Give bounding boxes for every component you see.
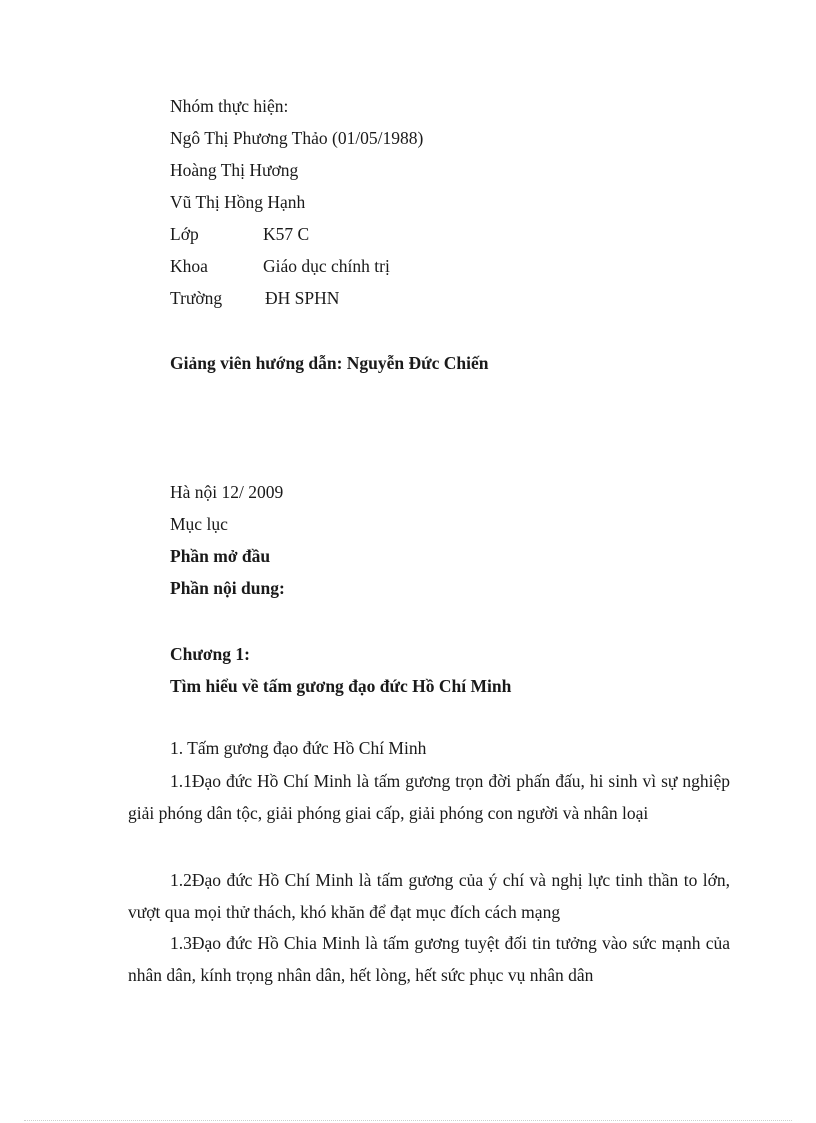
date-line: Hà nội 12/ 2009 (170, 482, 284, 502)
toc-content: Phần nội dung: (170, 578, 285, 598)
section-item-text: 1.2Đạo đức Hồ Chí Minh là tấm gương của ý chí và nghị lực tinh thần to lớn, vượt qua mọi thử thách, khó khăn để đạt mục đích cách mạng (128, 870, 730, 922)
toc-intro: Phần mở đầu (170, 546, 271, 566)
chapter-title: Tìm hiểu về tấm gương đạo đức Hồ Chí Minh (170, 676, 512, 696)
section-item (128, 927, 730, 991)
section-item-text: 1.1Đạo đức Hồ Chí Minh là tấm gương trọn đời phấn đấu, hi sinh vì sự nghiệp giải phóng dân tộc, giải phóng giai cấp, giải phóng con người và nhân loại (128, 771, 730, 823)
toc-title: Mục lục (170, 514, 228, 534)
field-value-school: ĐH SPHN (265, 288, 340, 308)
field-label-faculty: Khoa (170, 256, 208, 276)
section-item (128, 765, 730, 829)
section-heading: 1. Tấm gương đạo đức Hồ Chí Minh (170, 738, 427, 758)
chapter-number: Chương 1: (170, 644, 250, 664)
section-item (128, 864, 730, 928)
advisor-line: Giảng viên hướng dẫn: Nguyễn Đức Chiến (170, 353, 489, 373)
field-value-faculty: Giáo dục chính trị (263, 256, 390, 276)
field-label-class: Lớp (170, 224, 199, 244)
field-value-class: K57 C (263, 224, 310, 244)
member-name: Vũ Thị Hồng Hạnh (170, 192, 306, 212)
page-bottom-rule (24, 1120, 792, 1121)
section-item-text: 1.3Đạo đức Hồ Chia Minh là tấm gương tuyệt đối tin tưởng vào sức mạnh của nhân dân, kính trọng nhân dân, hết lòng, hết sức phục vụ nhân dân (128, 933, 730, 985)
member-name: Hoàng Thị Hương (170, 160, 299, 180)
group-heading: Nhóm thực hiện: (170, 96, 289, 116)
member-name: Ngô Thị Phương Thảo (01/05/1988) (170, 128, 424, 148)
field-label-school: Trường (170, 288, 223, 308)
